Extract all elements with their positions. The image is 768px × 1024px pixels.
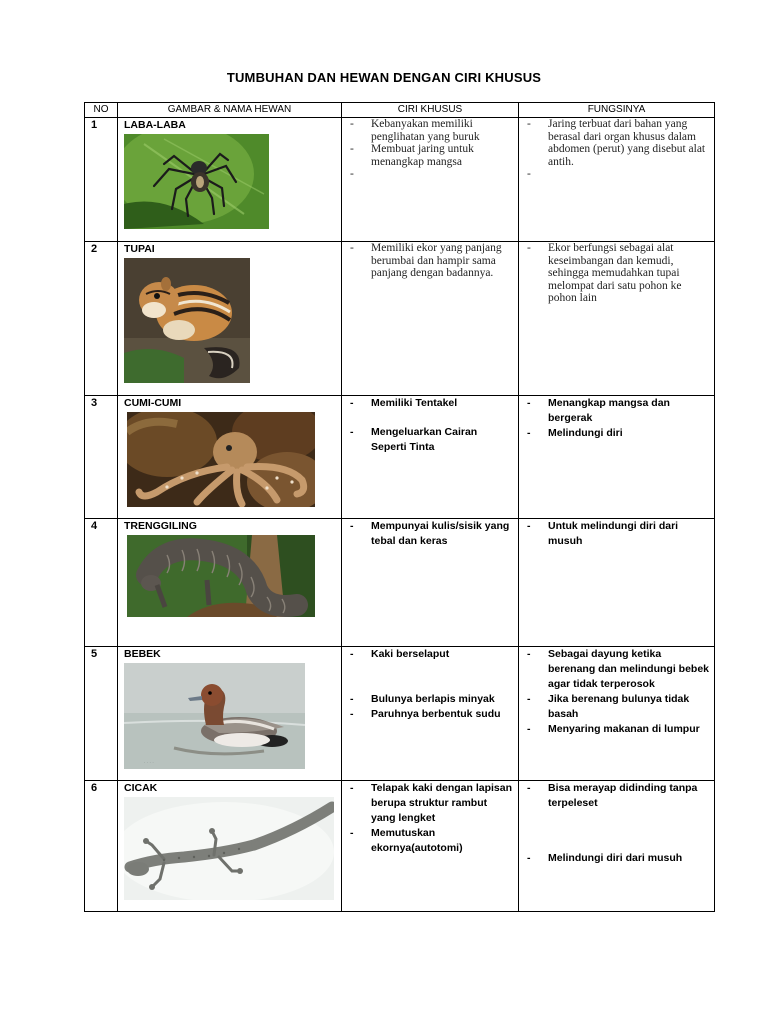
- row-number: 1: [85, 118, 118, 242]
- list-item: [342, 168, 514, 180]
- table-row: [85, 242, 715, 396]
- header-no: NO: [85, 103, 118, 118]
- list-item: - Jaring terbuat dari bahan yang berasal dari organ khusus dalam abdomen (perut) yang disebut alat antih.: [519, 118, 710, 168]
- fungsi-list: [519, 118, 714, 180]
- list-item: - Mengeluarkan Cairan Seperti Tinta: [342, 425, 514, 455]
- page-title: TUMBUHAN DAN HEWAN DENGAN CIRI KHUSUS: [226, 70, 542, 85]
- list-item: - Kaki berselaput: [342, 647, 514, 662]
- row-number: 5: [85, 647, 118, 781]
- animal-name: LABA-LABA: [124, 119, 186, 131]
- table-row: [85, 519, 715, 647]
- ciri-list: [342, 118, 518, 180]
- ciri-list: [342, 519, 518, 549]
- chipmunk-image: [124, 258, 250, 383]
- list-item: - Untuk melindungi diri dari musuh: [519, 519, 710, 549]
- animal-name: CICAK: [124, 782, 158, 794]
- list-item: - Jika berenang bulunya tidak basah: [519, 692, 710, 722]
- list-item: - Melindungi diri dari musuh: [519, 851, 710, 866]
- fungsi-list: [519, 242, 714, 305]
- table-row: [85, 647, 715, 781]
- table-header-row: [85, 103, 715, 118]
- list-item: [519, 168, 710, 180]
- svg-text:. . . .: . . . .: [144, 759, 154, 765]
- list-item: - Memutuskan ekornya(autotomi): [342, 826, 514, 856]
- list-item: - Paruhnya berbentuk sudu: [342, 707, 514, 722]
- ciri-list: [342, 781, 518, 856]
- fungsi-list: [519, 781, 714, 866]
- animal-name: BEBEK: [124, 648, 161, 660]
- list-item: - Mempunyai kulis/sisik yang tebal dan keras: [342, 519, 514, 549]
- list-item: - Melindungi diri: [519, 426, 710, 441]
- table-row: [85, 118, 715, 242]
- animal-name: TUPAI: [124, 243, 155, 255]
- list-item: - Sebagai dayung ketika berenang dan melindungi bebek agar tidak terperosok: [519, 647, 710, 692]
- fungsi-list: [519, 396, 714, 441]
- list-item: - Bulunya berlapis minyak: [342, 692, 514, 707]
- list-item: - Kebanyakan memiliki penglihatan yang buruk: [342, 118, 514, 143]
- list-item: - Membuat jaring untuk menangkap mangsa: [342, 143, 514, 168]
- table-row: [85, 396, 715, 519]
- duck-image: [124, 663, 305, 769]
- ciri-list: [342, 242, 518, 280]
- row-number: 2: [85, 242, 118, 396]
- list-item: - Memiliki Tentakel: [342, 396, 514, 411]
- octopus-image: [127, 412, 315, 507]
- animal-table: [84, 102, 715, 912]
- row-number: 4: [85, 519, 118, 647]
- gecko-image: [124, 797, 334, 900]
- list-item: - Menyaring makanan di lumpur: [519, 722, 710, 737]
- row-number: 6: [85, 781, 118, 912]
- row-number: 3: [85, 396, 118, 519]
- list-item: - Bisa merayap didinding tanpa terpeleset: [519, 781, 710, 811]
- animal-name: CUMI-CUMI: [124, 397, 182, 409]
- fungsi-list: [519, 647, 714, 737]
- list-item: - Telapak kaki dengan lapisan berupa struktur rambut yang lengket: [342, 781, 514, 826]
- header-fungsi: FUNGSINYA: [519, 103, 715, 118]
- pangolin-image: [127, 535, 315, 617]
- list-item: - Memiliki ekor yang panjang berumbai dan hampir sama panjang dengan badannya.: [342, 242, 514, 280]
- ciri-list: [342, 396, 518, 455]
- ciri-list: [342, 647, 518, 722]
- fungsi-list: [519, 519, 714, 549]
- header-gambar: GAMBAR & NAMA HEWAN: [118, 103, 342, 118]
- spider-image: [124, 134, 269, 229]
- header-ciri: CIRI KHUSUS: [342, 103, 519, 118]
- list-item: - Ekor berfungsi sebagai alat keseimbangan dan kemudi, sehingga memudahkan tupai melompat dari satu pohon ke pohon lain: [519, 242, 710, 305]
- table-row: [85, 781, 715, 912]
- list-item: - Menangkap mangsa dan bergerak: [519, 396, 710, 426]
- animal-name: TRENGGILING: [124, 520, 197, 532]
